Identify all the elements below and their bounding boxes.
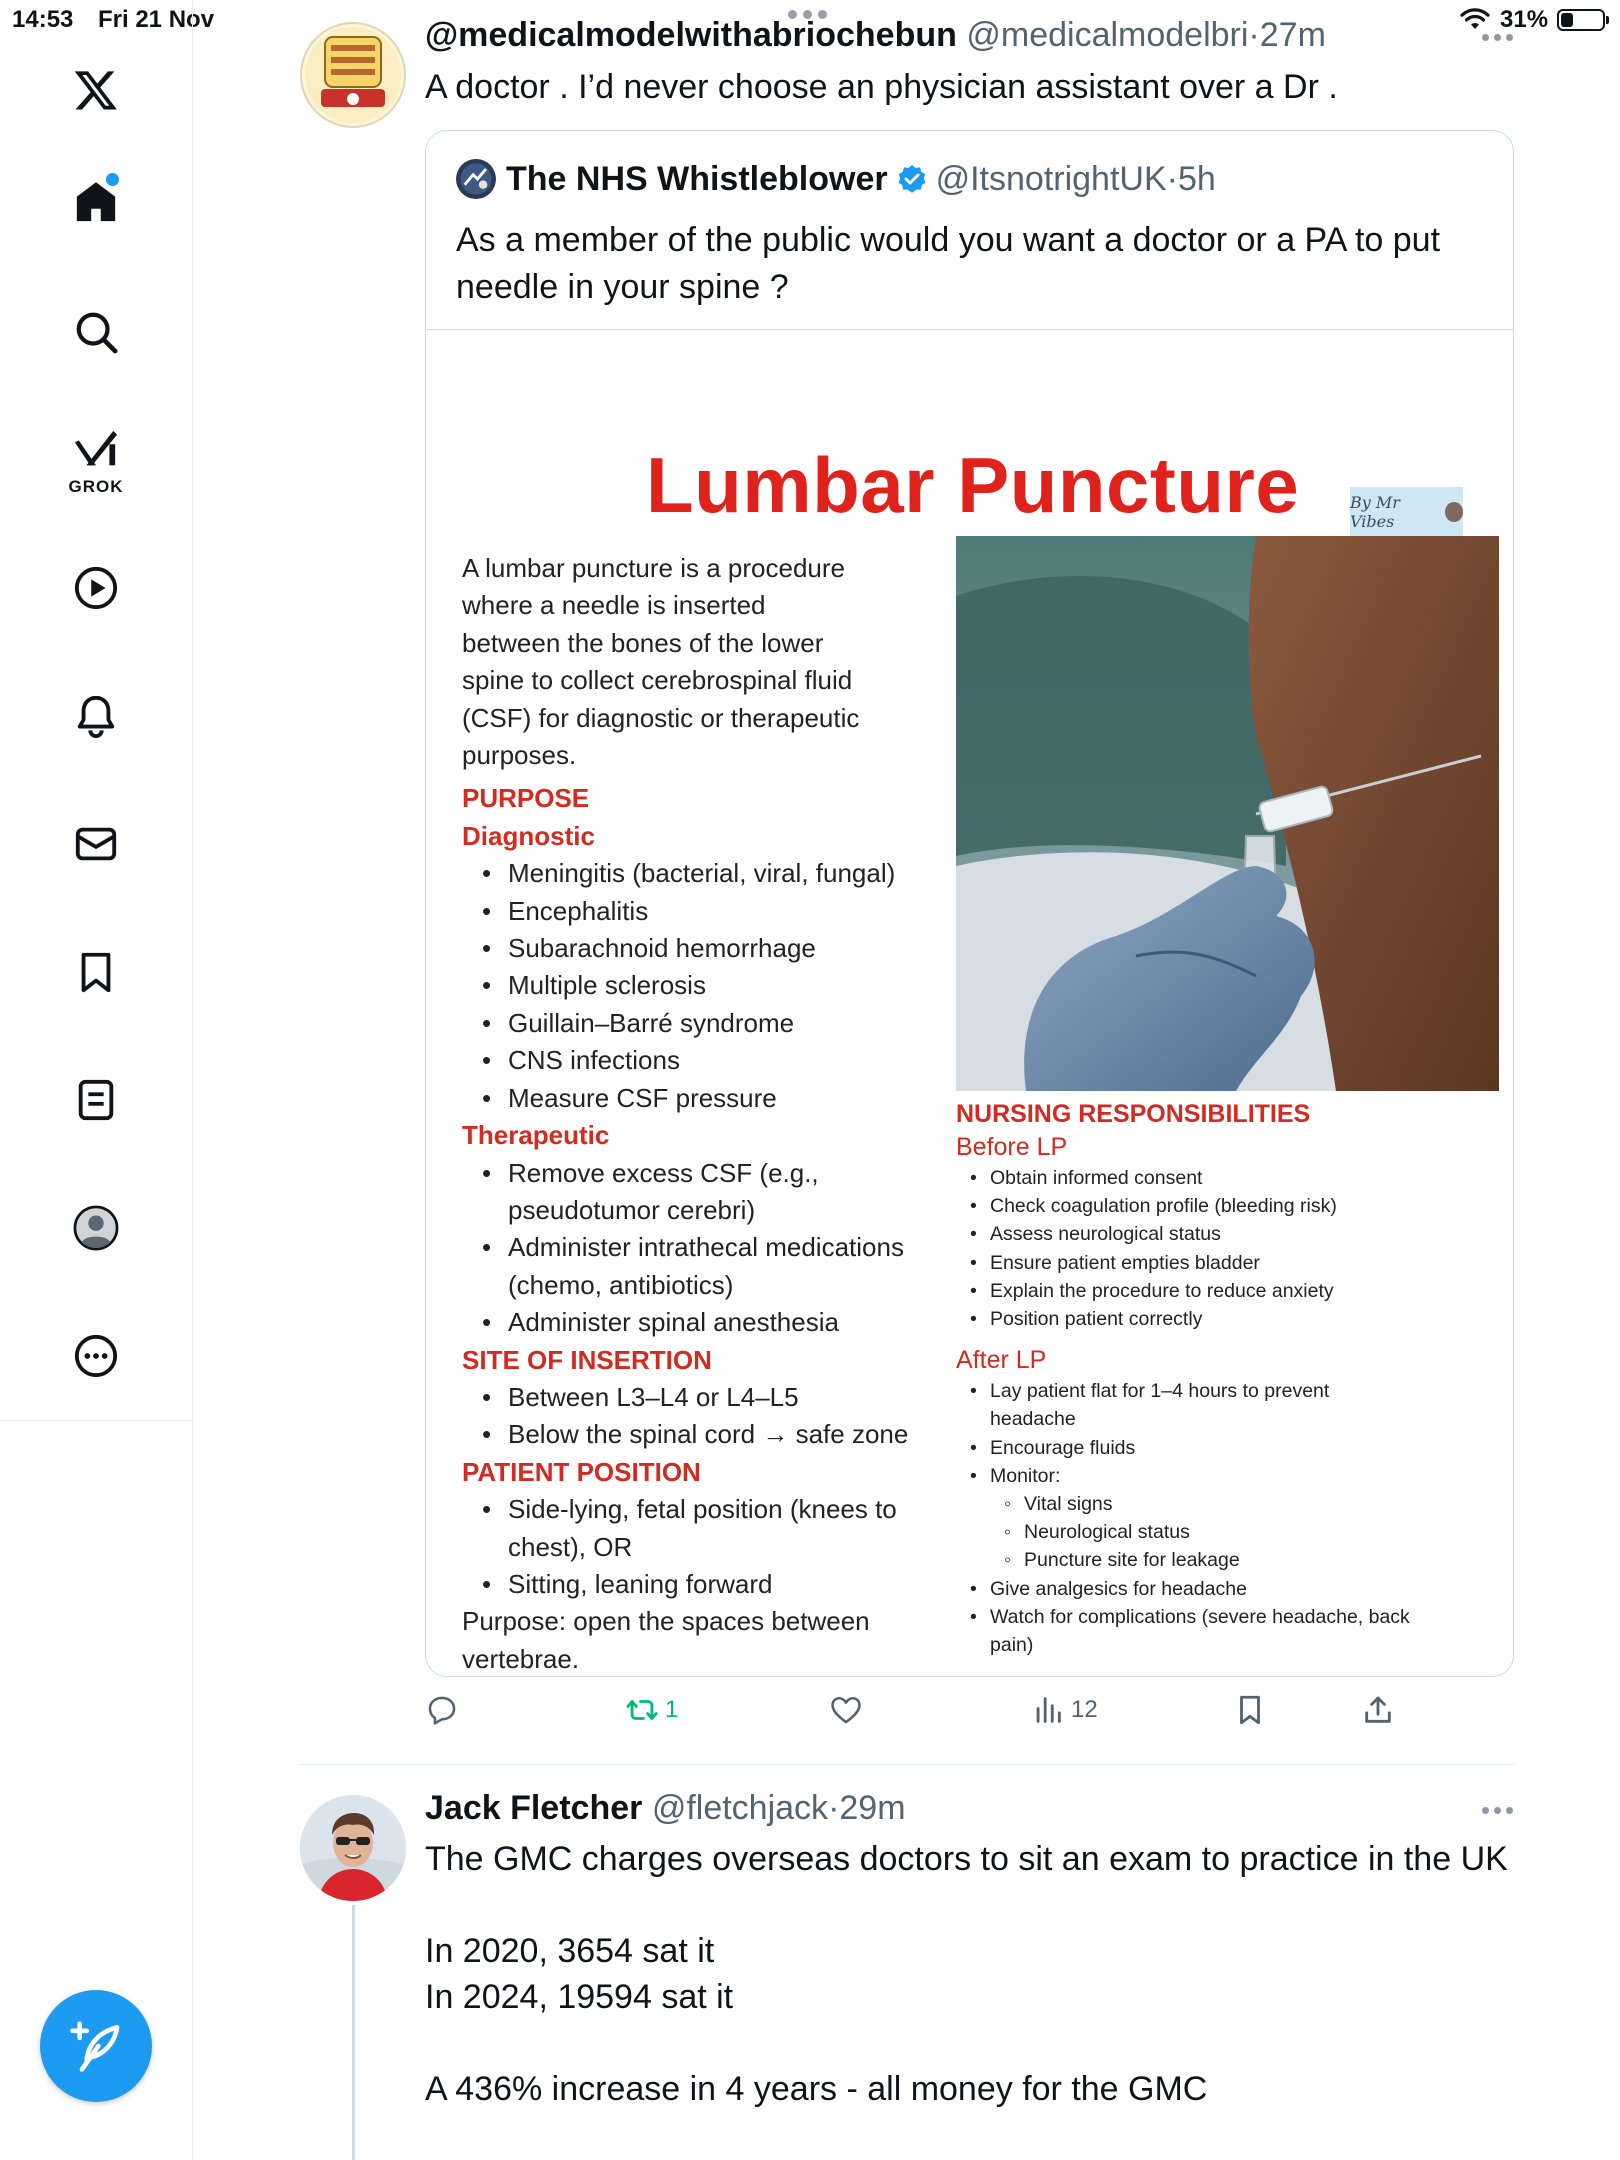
list-item: • Give analgesics for headache: [956, 1575, 1496, 1603]
list-item: • Sitting, leaning forward: [462, 1566, 982, 1603]
infographic-right-column: [956, 1098, 1496, 1659]
grok-icon[interactable]: [66, 420, 126, 480]
list-item: • Ensure patient empties bladder: [956, 1249, 1496, 1277]
infographic-title: Lumbar Puncture: [646, 441, 1300, 529]
intro-text: [462, 550, 982, 774]
list-item: • Explain the procedure to reduce anxiety: [956, 1277, 1496, 1305]
list-item: ◦ Puncture site for leakage: [956, 1546, 1496, 1574]
intro-line: between the bones of the lower: [462, 627, 824, 658]
quoted-tweet-header: [456, 159, 1216, 199]
avatar[interactable]: [300, 1795, 406, 1901]
notifications-icon[interactable]: [66, 686, 126, 746]
author-name[interactable]: Jack Fletcher: [425, 1789, 643, 1827]
heart-icon: [829, 1693, 863, 1727]
quoted-avatar[interactable]: [456, 159, 496, 199]
views-button[interactable]: [1031, 1693, 1098, 1727]
retweet-button[interactable]: [625, 1693, 678, 1727]
position-list: [462, 1491, 982, 1603]
tweet-header: [425, 1789, 1425, 1828]
list-item: • Administer spinal anesthesia: [462, 1304, 982, 1341]
infographic-left-column: [462, 550, 982, 1677]
list-item: • Position patient correctly: [956, 1305, 1496, 1333]
list-item: • Guillain–Barré syndrome: [462, 1005, 982, 1042]
before-list: [956, 1164, 1496, 1333]
position-footer: Purpose: open the spaces between vertebrae.: [462, 1606, 870, 1674]
before-heading: Before LP: [956, 1133, 1068, 1161]
author-name[interactable]: @medicalmodelwithabriochebun: [425, 16, 957, 54]
status-time: 14:53: [12, 6, 74, 33]
wifi-icon: [1460, 6, 1490, 32]
retweet-count: 1: [665, 1696, 679, 1723]
reply-icon: [425, 1693, 459, 1727]
list-item: • Monitor:: [956, 1462, 1496, 1490]
battery-icon: [1557, 9, 1605, 31]
separator-dot: ·: [1248, 16, 1260, 54]
after-list: [956, 1377, 1496, 1659]
author-handle[interactable]: @fletchjack: [651, 1789, 829, 1827]
avatar[interactable]: [300, 22, 406, 128]
battery-percent: 31%: [1500, 6, 1549, 33]
list-item: • Remove excess CSF (e.g., pseudotumor cerebri): [462, 1155, 862, 1230]
reply-button[interactable]: [425, 1693, 465, 1727]
after-heading: After LP: [956, 1346, 1047, 1375]
bookmark-button[interactable]: [1233, 1693, 1267, 1727]
nursing-heading: NURSING RESPONSIBILITIES: [956, 1100, 1311, 1128]
list-item: • Check coagulation profile (bleeding risk): [956, 1192, 1496, 1220]
status-date: Fri 21 Nov: [98, 6, 215, 33]
tweet-text: [425, 1836, 1525, 2112]
position-heading: PATIENT POSITION: [462, 1456, 701, 1487]
tweet-line: A 436% increase in 4 years - all money for the GMC: [425, 2070, 1208, 2108]
share-icon: [1361, 1693, 1395, 1727]
quoted-author-handle[interactable]: @ItsnotrightUK: [935, 159, 1167, 198]
signature-face-icon: [1445, 502, 1463, 522]
gmc-badge-icon: [303, 25, 403, 125]
list-item: • Administer intrathecal medications (chemo, antibiotics): [462, 1229, 982, 1304]
list-item: • Side-lying, fetal position (knees to chest), OR: [462, 1491, 942, 1566]
home-notification-dot: [106, 173, 119, 186]
list-item: • Encephalitis: [462, 893, 982, 930]
share-button[interactable]: [1361, 1693, 1395, 1727]
tweet-time[interactable]: 29m: [839, 1789, 906, 1827]
site-heading: SITE OF INSERTION: [462, 1344, 712, 1375]
list-item: • Subarachnoid hemorrhage: [462, 930, 982, 967]
diagnostic-list: [462, 855, 982, 1117]
quoted-tweet[interactable]: [425, 130, 1514, 1677]
tweet-more-icon[interactable]: [1482, 34, 1513, 41]
like-button[interactable]: [829, 1693, 869, 1727]
therapeutic-heading: Therapeutic: [462, 1120, 610, 1151]
tweet-time[interactable]: 27m: [1259, 16, 1326, 54]
intro-line: A lumbar puncture is a procedure: [462, 553, 845, 583]
list-item: ◦ Neurological status: [956, 1518, 1496, 1546]
left-navigation: [0, 0, 193, 2160]
quoted-tweet-time[interactable]: 5h: [1177, 159, 1216, 198]
site-list: [462, 1379, 982, 1454]
author-handle[interactable]: @medicalmodelbri: [966, 16, 1249, 54]
verified-badge-icon: [896, 163, 928, 195]
separator-dot: ·: [1166, 159, 1178, 198]
procedure-photo: [956, 536, 1499, 1091]
analytics-icon: [1031, 1693, 1065, 1727]
tweet-header: [425, 16, 1425, 55]
bookmark-icon: [1233, 1693, 1267, 1727]
compose-feather-icon: [68, 2018, 124, 2074]
thread-line: [352, 1905, 355, 2160]
list-item: • Watch for complications (severe headache, back pain): [956, 1603, 1416, 1659]
tweet-line: In 2024, 19594 sat it: [425, 1978, 734, 2016]
list-item: ◦ Vital signs: [956, 1490, 1496, 1518]
separator-dot: ·: [828, 1789, 840, 1827]
tweet-line: The GMC charges overseas doctors to sit an exam to practice in the UK: [425, 1840, 1508, 1878]
list-item: • Lay patient flat for 1–4 hours to prevent headache: [956, 1377, 1376, 1433]
video-icon[interactable]: [66, 558, 126, 618]
intro-line: where a needle is inserted: [462, 590, 766, 621]
profile-icon[interactable]: [66, 1198, 126, 1258]
tweet-line: [425, 1882, 1525, 1928]
intro-line: (CSF) for diagnostic or therapeutic: [462, 702, 860, 733]
list-item: • Below the spinal cord → safe zone: [462, 1416, 982, 1453]
purpose-heading: PURPOSE: [462, 783, 590, 814]
intro-line: purposes.: [462, 740, 577, 771]
list-item: • CNS infections: [462, 1042, 982, 1079]
list-item: • Between L3–L4 or L4–L5: [462, 1379, 982, 1416]
tweet-text: A doctor . I’d never choose an physician assistant over a Dr .: [425, 68, 1338, 106]
grok-label: GROK: [68, 477, 124, 496]
retweet-icon: [625, 1693, 659, 1727]
diagnostic-heading: Diagnostic: [462, 820, 595, 851]
list-item: • Encourage fluids: [956, 1434, 1496, 1462]
bookmarks-icon[interactable]: [66, 942, 126, 1002]
tweet-line: In 2020, 3654 sat it: [425, 1932, 715, 1970]
tweet-divider: [300, 1764, 1515, 1765]
signature-text: By Mr Vibes: [1350, 493, 1400, 531]
tweet-action-bar: [425, 1693, 1425, 1737]
quoted-tweet-text: As a member of the public would you want a doctor or a PA to put needle in your spine ?: [456, 221, 1441, 306]
therapeutic-list: [462, 1155, 982, 1342]
search-icon[interactable]: [66, 302, 126, 362]
tweet-more-icon[interactable]: [1482, 1807, 1513, 1814]
list-item: • Assess neurological status: [956, 1220, 1496, 1248]
list-item: • Measure CSF pressure: [462, 1080, 982, 1117]
infographic-signature: [1350, 487, 1463, 537]
list-item: • Meningitis (bacterial, viral, fungal): [462, 855, 982, 892]
list-item: • Obtain informed consent: [956, 1164, 1496, 1192]
more-icon[interactable]: [66, 1326, 126, 1386]
lists-icon[interactable]: [66, 1070, 126, 1130]
lumbar-puncture-infographic[interactable]: [426, 330, 1514, 1677]
compose-button[interactable]: [40, 1990, 152, 2102]
tweet-line: [425, 2020, 1525, 2066]
messages-icon[interactable]: [66, 814, 126, 874]
nav-separator: [0, 1420, 193, 1421]
view-count: 12: [1071, 1696, 1098, 1723]
x-logo-icon[interactable]: [66, 60, 126, 120]
list-item: • Multiple sclerosis: [462, 967, 982, 1004]
intro-line: spine to collect cerebrospinal fluid: [462, 665, 853, 696]
quoted-author-name[interactable]: The NHS Whistleblower: [506, 159, 888, 198]
